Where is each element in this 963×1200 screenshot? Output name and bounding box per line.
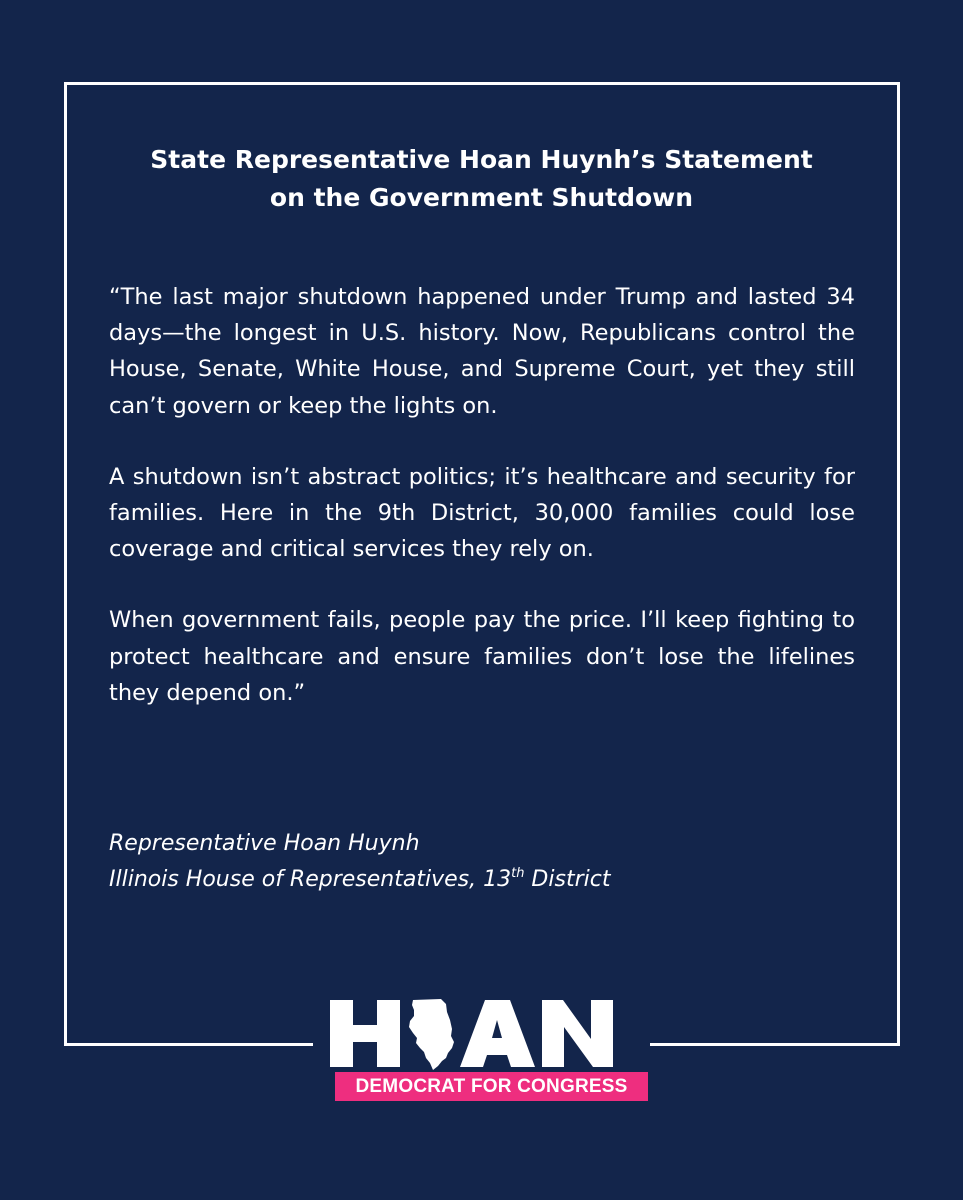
hoan-wordmark-logo (330, 996, 618, 1070)
illinois-state-outline-icon (409, 999, 454, 1070)
signature-block (109, 826, 855, 898)
statement-body (109, 279, 855, 746)
logo-letter-a (460, 1000, 535, 1067)
logo-tagline: DEMOCRAT FOR CONGRESS (335, 1072, 648, 1101)
title-line-2: on the Government Shutdown (269, 183, 694, 212)
signature-office (109, 862, 855, 898)
statement-paragraph-1: “The last major shutdown happened under Trump and lasted 34 days—the longest in U.S. history. Now, Republicans control the House, Senate, White House, and Supreme Court, yet they still can’t govern or keep the lights on. (109, 284, 855, 419)
statement-paragraph-3: When government fails, people pay the price. I’ll keep fighting to protect healthcare and ensure families don’t lose the lifelines they depend on.” (109, 607, 855, 706)
logo-letter-n (542, 1000, 613, 1067)
title-line-1: State Representative Hoan Huynh’s Statement (150, 145, 813, 174)
signature-office-superscript: th (511, 866, 525, 881)
signature-name: Representative Hoan Huynh (109, 831, 420, 856)
campaign-logo (330, 996, 650, 1108)
statement-title (100, 141, 863, 217)
statement-paragraph-2: A shutdown isn’t abstract politics; it’s healthcare and security for families. Here in the 9th District, 30,000 families could lose coverage and critical services they rely on. (109, 463, 855, 563)
signature-office-suffix: District (524, 867, 611, 892)
logo-letter-h (330, 1000, 400, 1067)
signature-office-prefix: Illinois House of Representatives, 13 (109, 867, 512, 892)
